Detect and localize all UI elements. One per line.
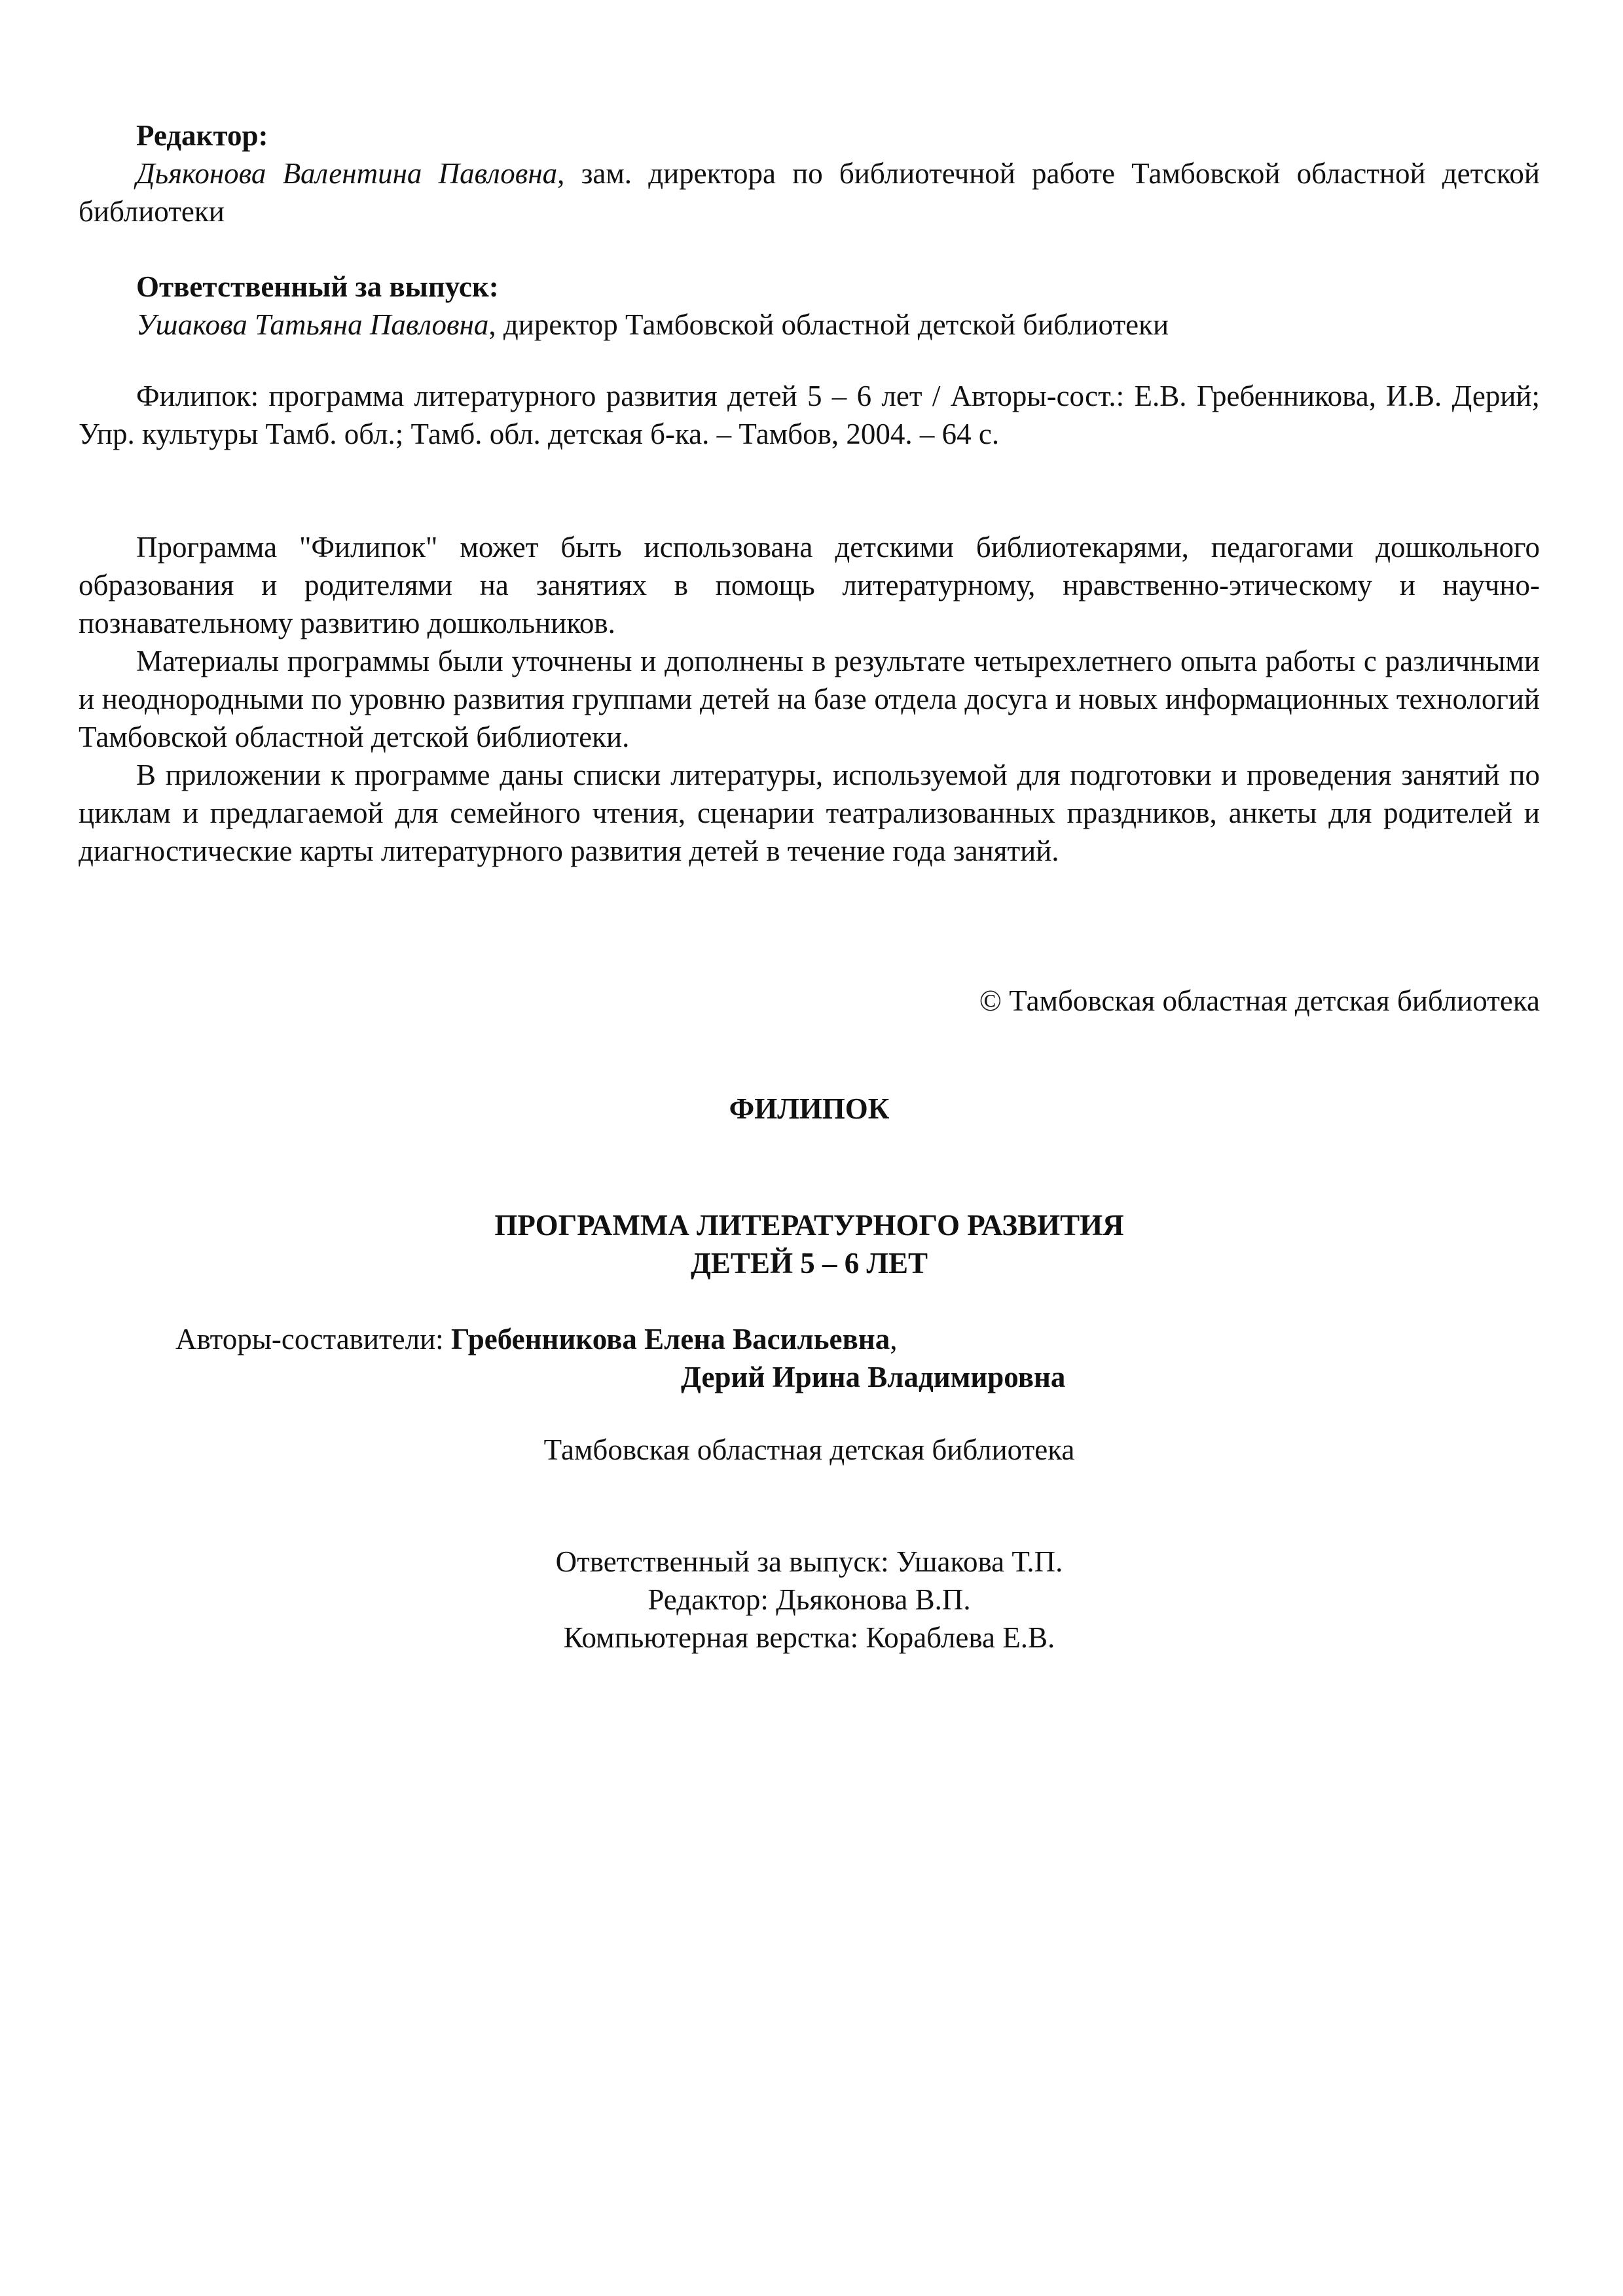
credits-block xyxy=(79,1543,1540,1657)
editor-name: Дьяконова Валентина Павловна xyxy=(136,157,558,190)
authors-block xyxy=(175,1320,1288,1396)
responsible-text xyxy=(79,306,1540,344)
editor-text xyxy=(79,154,1540,230)
editor-block xyxy=(79,117,1540,230)
subtitle-line-1: ПРОГРАММА ЛИТЕРАТУРНОГО РАЗВИТИЯ xyxy=(494,1209,1124,1242)
credit-line: Ответственный за выпуск: Ушакова Т.П. xyxy=(555,1545,1063,1578)
editor-heading: Редактор: xyxy=(136,119,268,152)
authors-label: Авторы-составители: xyxy=(175,1323,451,1355)
title-block xyxy=(79,1090,1540,1128)
abstract-paragraph: В приложении к программе даны списки литературы, используемой для подготовки и проведения занятий по циклам и предлагаемой для семейного чтения, сценарии театрализованных праздников, анкеты для родителей и диагностические карты литературного развития детей в течение года занятий. xyxy=(79,759,1540,867)
authors-comma: , xyxy=(890,1323,898,1355)
responsible-block xyxy=(79,268,1540,344)
responsible-name: Ушакова Татьяна Павловна xyxy=(136,308,489,341)
abstract-block xyxy=(79,528,1540,870)
credit-line: Компьютерная верстка: Кораблева Е.В. xyxy=(563,1621,1055,1654)
author-2: Дерий Ирина Владимировна xyxy=(681,1361,1066,1393)
abstract-paragraph: Программа "Филипок" может быть использована детскими библиотекарями, педагогами дошкольного образования и родителями на занятиях в помощь литературному, нравственно-этическому и научно-познавательному развитию дошкольников. xyxy=(79,531,1540,639)
publisher-block xyxy=(79,1431,1540,1469)
publisher: Тамбовская областная детская библиотека xyxy=(543,1433,1075,1466)
copyright-block xyxy=(79,982,1540,1020)
subtitle-block xyxy=(79,1206,1540,1282)
authors-line-1 xyxy=(175,1320,1288,1358)
copyright-notice: © Тамбовская областная детская библиотека xyxy=(979,984,1540,1017)
subtitle-line-2: ДЕТЕЙ 5 – 6 ЛЕТ xyxy=(690,1247,928,1280)
credit-line: Редактор: Дьяконова В.П. xyxy=(647,1583,971,1616)
abstract-paragraph: Материалы программы были уточнены и дополнены в результате четырехлетнего опыта работы с различными и неоднородными по уровню развития группами детей на базе отдела досуга и новых информационных технологий Тамбовской областной детской библиотеки. xyxy=(79,645,1540,753)
book-title: ФИЛИПОК xyxy=(729,1092,890,1125)
author-1: Гребенникова Елена Васильевна xyxy=(450,1323,890,1355)
editor-rest: , зам. директора по библиотечной работе Тамбовской областной детской библиотеки xyxy=(79,157,1540,228)
responsible-heading: Ответственный за выпуск: xyxy=(136,270,499,303)
bibliographic-citation: Филипок: программа литературного развития детей 5 – 6 лет / Авторы-сост.: Е.В. Гребенникова, И.В. Дерий; Упр. культуры Тамб. обл.; Тамб. обл. детская б-ка. – Тамбов, 2004. – 64 с. xyxy=(79,380,1540,450)
responsible-rest: , директор Тамбовской областной детской библиотеки xyxy=(488,308,1169,341)
citation-block xyxy=(79,377,1540,453)
